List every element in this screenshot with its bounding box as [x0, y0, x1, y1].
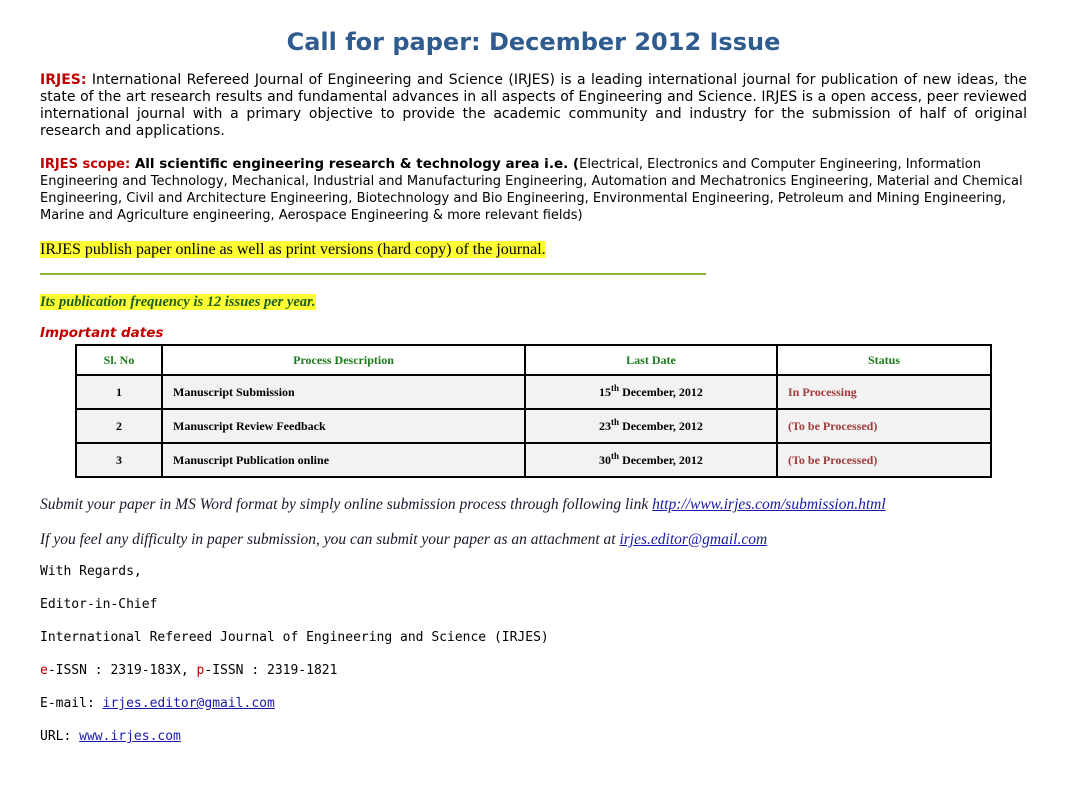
- submission-link[interactable]: http://www.irjes.com/submission.html: [652, 496, 886, 513]
- p-issn: -ISSN : 2319-1821: [204, 663, 338, 678]
- scope-paragraph: [40, 156, 1027, 224]
- email-label: E-mail:: [40, 696, 103, 711]
- submit-text: Submit your paper in MS Word format by simply online submission process through following link: [40, 496, 653, 513]
- website-link[interactable]: www.irjes.com: [79, 729, 181, 744]
- frequency-line: [40, 292, 1027, 312]
- scope-label: IRJES scope:: [40, 157, 131, 172]
- header-sl-no: Sl. No: [76, 345, 162, 375]
- intro-text: International Refereed Journal of Engineering and Science (IRJES) is a leading international journal for publication of new ideas, the state of the art research results and fundamental advances in all aspects of Engineering and Science. IRJES is a open access, peer reviewed international journal with a primary objective to provide the academic community and industry for the submission of half of original research and applications.: [40, 72, 1027, 139]
- document: [40, 26, 1027, 746]
- row-description: Manuscript Review Feedback: [162, 409, 525, 443]
- table-row: [76, 443, 991, 477]
- email-line: [40, 695, 1027, 713]
- editor-role: Editor-in-Chief: [40, 597, 158, 612]
- row-number: 1: [76, 375, 162, 409]
- difficulty-text: If you feel any difficulty in paper submission, you can submit your paper as an attachment at: [40, 531, 620, 548]
- table-header-row: [76, 345, 991, 375]
- submit-instruction: [40, 495, 1027, 515]
- url-label: URL:: [40, 729, 80, 744]
- header-status: Status: [777, 345, 991, 375]
- e-issn: -ISSN : 2319-183X,: [47, 663, 197, 678]
- date-suffix: th: [611, 450, 620, 461]
- date-rest: December, 2012: [619, 452, 703, 467]
- row-status: In Processing: [777, 375, 991, 409]
- publish-note: IRJES publish paper online as well as print versions (hard copy) of the journal.: [40, 241, 546, 258]
- row-status: (To be Processed): [777, 443, 991, 477]
- scope-bold-text: All scientific engineering research & technology area i.e. (: [130, 156, 580, 172]
- header-last-date: Last Date: [525, 345, 777, 375]
- row-number: 2: [76, 409, 162, 443]
- row-description: Manuscript Submission: [162, 375, 525, 409]
- intro-label: IRJES:: [40, 72, 87, 88]
- publish-note-line: [40, 238, 1027, 261]
- row-date: [525, 443, 777, 477]
- divider-line: [40, 273, 706, 275]
- date-suffix: th: [611, 382, 620, 393]
- date-suffix: th: [611, 416, 620, 427]
- date-day: 15: [599, 384, 612, 399]
- row-description: Manuscript Publication online: [162, 443, 525, 477]
- issn-line: [40, 662, 1027, 680]
- date-day: 30: [599, 452, 612, 467]
- row-status: (To be Processed): [777, 409, 991, 443]
- e-prefix: e: [40, 663, 48, 678]
- header-process-description: Process Description: [162, 345, 525, 375]
- date-rest: December, 2012: [619, 418, 703, 433]
- url-line: [40, 728, 1027, 746]
- table-row: [76, 375, 991, 409]
- important-dates-label: Important dates: [40, 325, 164, 341]
- row-number: 3: [76, 443, 162, 477]
- scope-text: Electrical, Electronics and Computer Engineering, Information Engineering and Technology, Mechanical, Industrial and Manufacturing Engineering, Automation and Mechatronics Engineering, Material and Chemical Engineering, Civil and Architecture Engineering, Biotechnology and Bio Engineering, Environmental Engineering, Petroleum and Mining Engineering, Marine and Agriculture engineering, Aerospace Engineering & more relevant fields): [40, 157, 1023, 223]
- date-day: 23: [599, 418, 612, 433]
- important-dates-table: [75, 344, 992, 478]
- journal-name: International Refereed Journal of Engineering and Science (IRJES): [40, 630, 549, 645]
- regards-line: With Regards,: [40, 564, 142, 579]
- intro-paragraph: [40, 72, 1027, 140]
- difficulty-instruction: [40, 530, 1027, 550]
- signature-email-link[interactable]: irjes.editor@gmail.com: [102, 696, 275, 711]
- date-rest: December, 2012: [619, 384, 703, 399]
- page-title: Call for paper: December 2012 Issue: [286, 28, 781, 56]
- frequency-note: Its publication frequency is 12 issues per year.: [40, 294, 316, 310]
- table-row: [76, 409, 991, 443]
- editor-email-link[interactable]: irjes.editor@gmail.com: [619, 531, 768, 548]
- row-date: [525, 375, 777, 409]
- row-date: [525, 409, 777, 443]
- p-prefix: p: [196, 663, 205, 678]
